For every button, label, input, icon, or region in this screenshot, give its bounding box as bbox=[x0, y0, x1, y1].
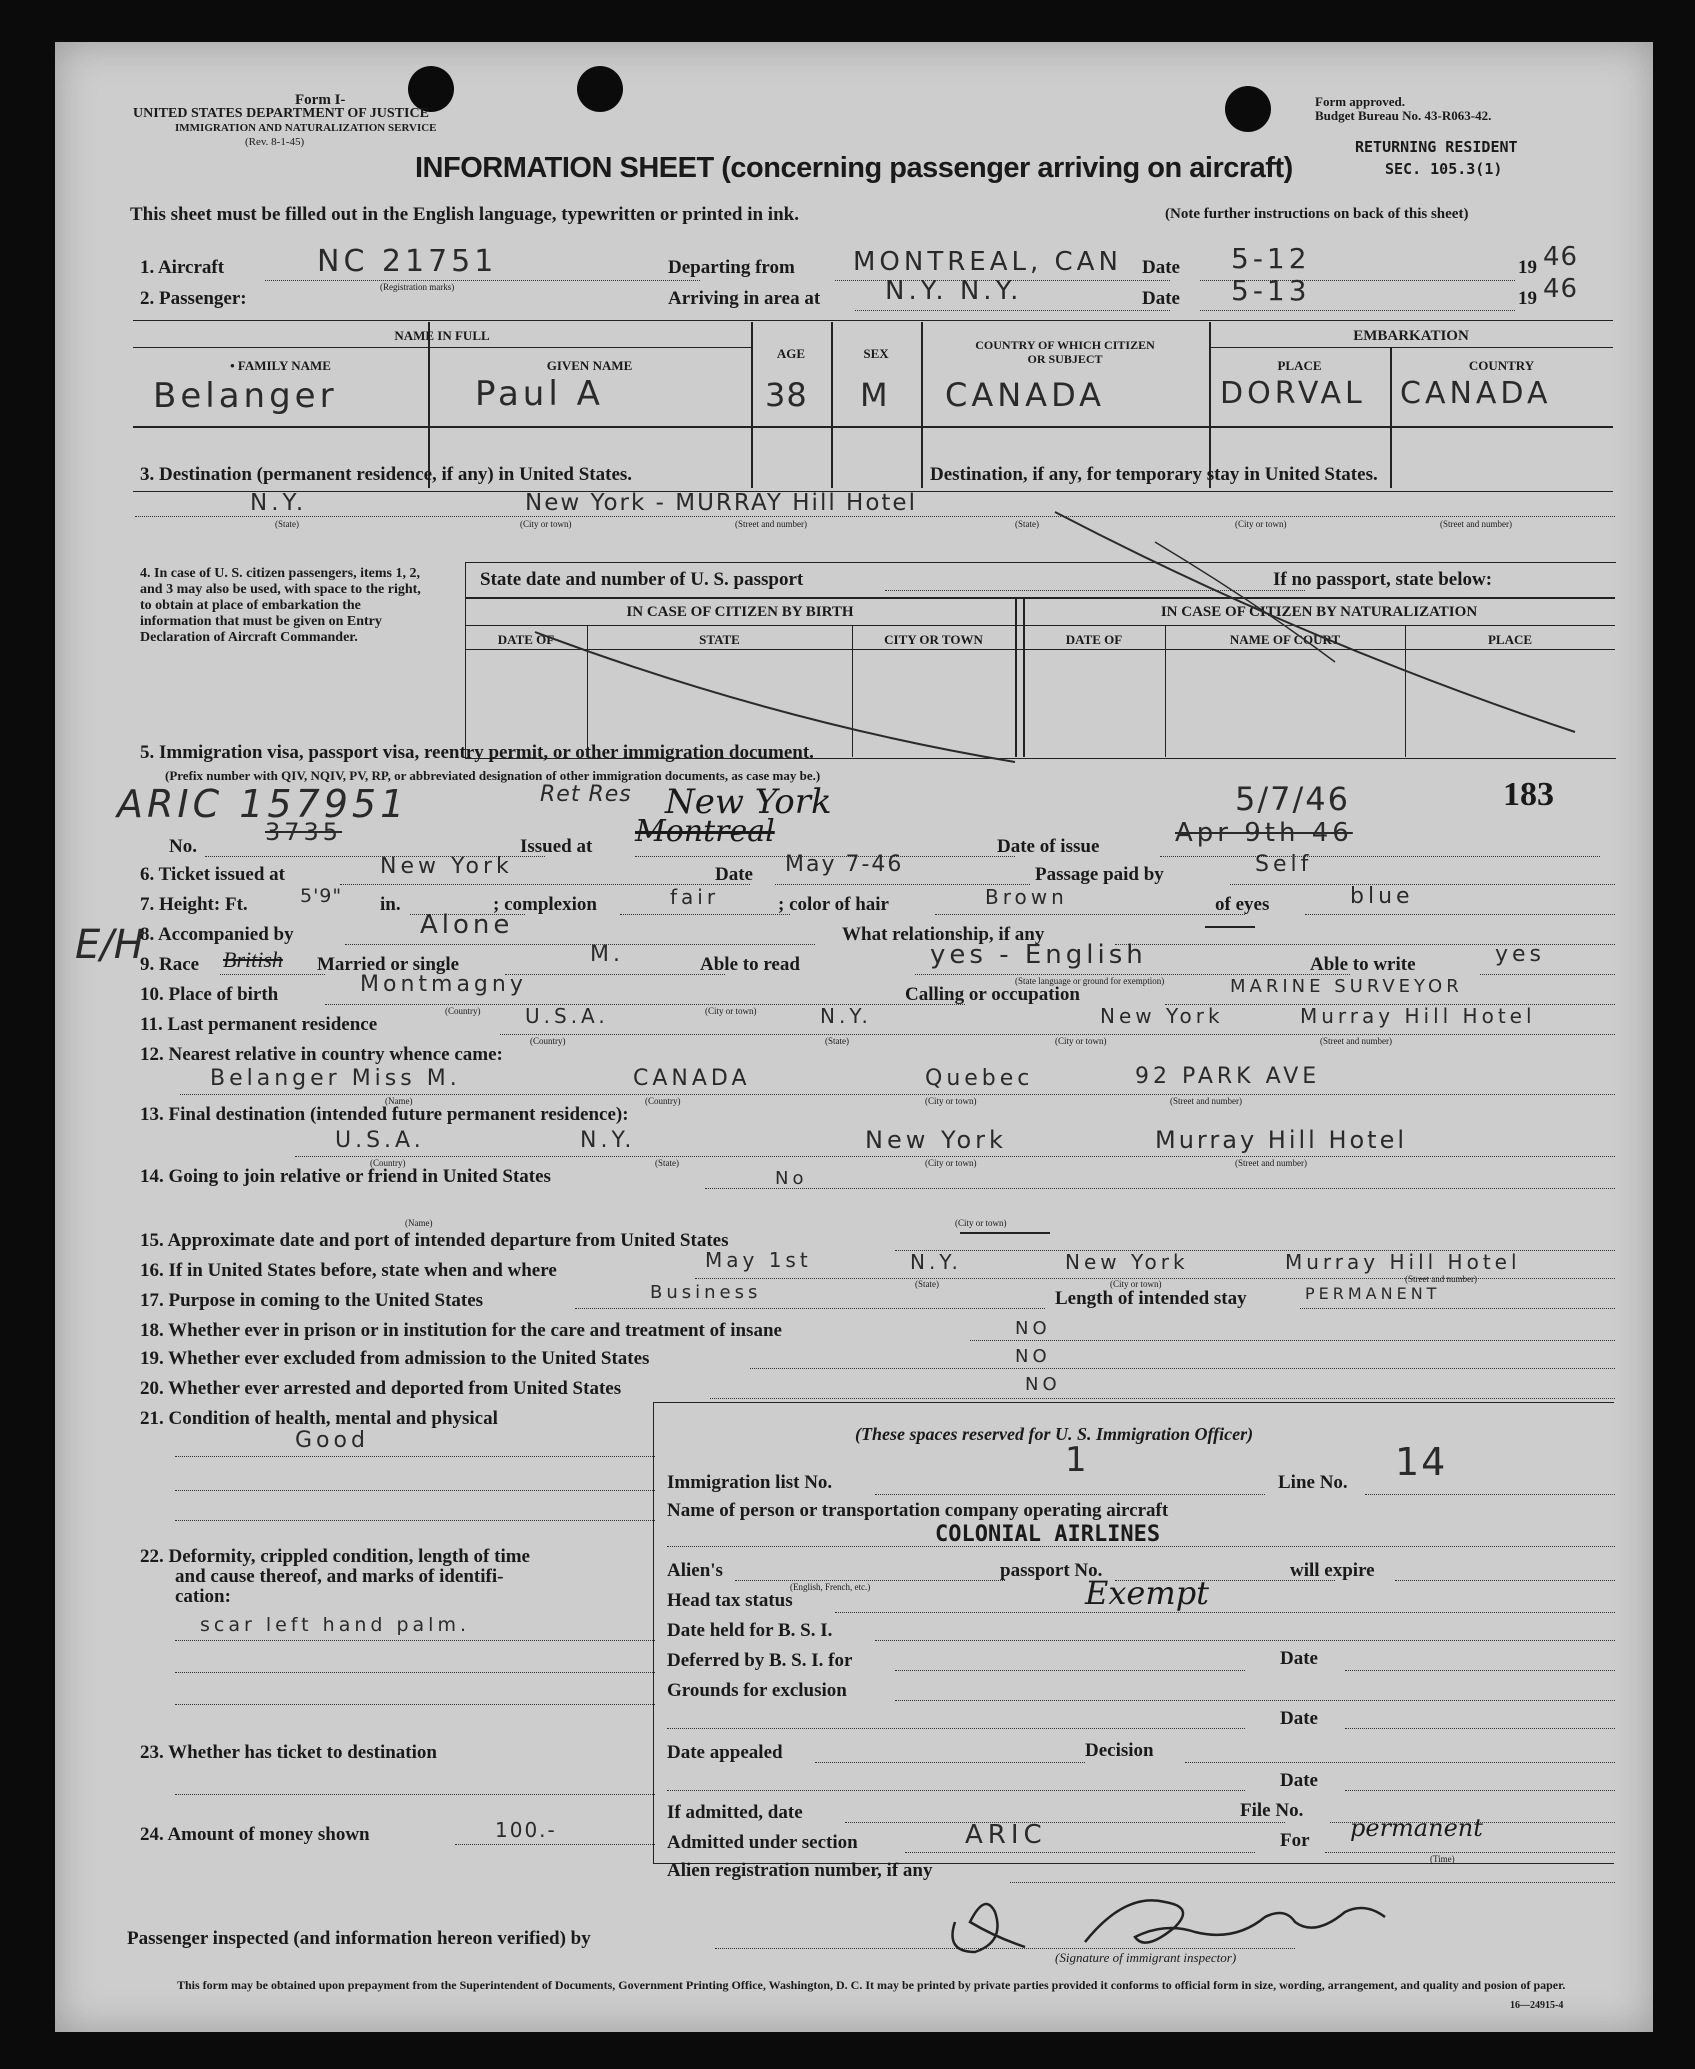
alien-reg-label: Alien registration number, if any bbox=[667, 1860, 933, 1881]
date-of-issue-label: Date of issue bbox=[997, 836, 1100, 857]
accompanied-value: Alone bbox=[420, 910, 514, 940]
excluded-value: NO bbox=[1015, 1346, 1051, 1367]
departing-value: MONTREAL, CAN bbox=[853, 247, 1122, 277]
last-street-sub: (Street and number) bbox=[1320, 1036, 1392, 1046]
date-label-2: Date bbox=[1142, 288, 1180, 309]
relative-name: Belanger Miss M. bbox=[210, 1066, 461, 1091]
head-tax-value: Exempt bbox=[1085, 1574, 1210, 1612]
document-note: Ret Res bbox=[540, 782, 632, 807]
country-header-2: OR SUBJECT bbox=[1027, 352, 1103, 366]
list-label: Immigration list No. bbox=[667, 1472, 833, 1493]
form-code: 16—24915-4 bbox=[1510, 2000, 1564, 2011]
nat-place-header: PLACE bbox=[1487, 632, 1533, 647]
destination-label: 3. Destination (permanent residence, if any) in United States. bbox=[140, 464, 633, 485]
birth-value: Montmagny bbox=[360, 972, 527, 997]
money-label: 24. Amount of money shown bbox=[140, 1824, 370, 1845]
deferred-date-label: Date bbox=[1280, 1648, 1318, 1669]
appealed-label: Date appealed bbox=[667, 1742, 783, 1763]
aliens-label: Alien's bbox=[667, 1560, 723, 1581]
last-state-sub: (State) bbox=[825, 1036, 849, 1046]
birth-date-header: DATE OF bbox=[497, 632, 555, 647]
sex-value: M bbox=[860, 376, 892, 414]
year-prefix-1: 19 bbox=[1518, 257, 1537, 278]
join-name-sub: (Name) bbox=[405, 1218, 433, 1228]
departure-label: 15. Approximate date and port of intended departure from United States bbox=[140, 1230, 729, 1251]
given-name-value: Paul A bbox=[475, 374, 604, 414]
final-street: Murray Hill Hotel bbox=[1155, 1126, 1408, 1154]
deported-value: NO bbox=[1025, 1374, 1061, 1395]
final-destination-label: 13. Final destination (intended future permanent residence): bbox=[140, 1104, 629, 1125]
citizen-birth-header: IN CASE OF CITIZEN BY BIRTH bbox=[626, 604, 854, 620]
admitted-date-label: If admitted, date bbox=[667, 1802, 803, 1823]
relative-city-sub: (City or town) bbox=[925, 1096, 977, 1106]
birth-state-header: STATE bbox=[699, 632, 740, 647]
written-date: 5/7/46 bbox=[1235, 780, 1350, 818]
last-country-sub: (Country) bbox=[530, 1036, 566, 1046]
issued-at-value: Montreal bbox=[635, 814, 775, 849]
deported-label: 20. Whether ever arrested and deported from United States bbox=[140, 1378, 622, 1399]
date-1: 5-12 bbox=[1231, 242, 1311, 275]
relative-street: 92 PARK AVE bbox=[1135, 1064, 1321, 1089]
grounds-label: Grounds for exclusion bbox=[667, 1680, 847, 1701]
height-label: 7. Height: Ft. bbox=[140, 894, 248, 915]
relative-country: CANADA bbox=[633, 1066, 751, 1091]
read-label: Able to read bbox=[700, 954, 800, 975]
health-value: Good bbox=[295, 1428, 369, 1453]
head-tax-label: Head tax status bbox=[667, 1590, 793, 1611]
before-label: 16. If in United States before, state when and where bbox=[140, 1260, 557, 1281]
form-id: Form I- bbox=[295, 92, 346, 108]
join-relative-value: No bbox=[775, 1168, 808, 1189]
eyes-value: blue bbox=[1350, 884, 1414, 909]
accompanied-label: 8. Accompanied by bbox=[140, 924, 294, 945]
embark-place-value: DORVAL bbox=[1220, 376, 1366, 411]
purpose-label: 17. Purpose in coming to the United States bbox=[140, 1290, 484, 1311]
married-value: M. bbox=[590, 942, 624, 967]
temp-city-sub: (City or town) bbox=[1235, 519, 1287, 529]
year-prefix-2: 19 bbox=[1518, 288, 1537, 309]
stay-value: PERMANENT bbox=[1305, 1284, 1441, 1303]
destination-state: N.Y. bbox=[250, 490, 308, 516]
citizen-nat-header: IN CASE OF CITIZEN BY NATURALIZATION bbox=[1160, 604, 1478, 620]
given-name-header: GIVEN NAME bbox=[546, 358, 633, 373]
last-city-sub: (City or town) bbox=[1055, 1036, 1107, 1046]
for-value: permanent bbox=[1350, 1814, 1483, 1842]
departing-label: Departing from bbox=[668, 257, 795, 278]
decision-date-label: Date bbox=[1280, 1770, 1318, 1791]
calling-value: MARINE SURVEYOR bbox=[1230, 976, 1463, 997]
complexion-value: fair bbox=[670, 885, 720, 909]
line-label: Line No. bbox=[1278, 1472, 1348, 1493]
budget-bureau: Budget Bureau No. 43-R063-42. bbox=[1315, 108, 1492, 123]
doc-number: 3735 bbox=[265, 818, 343, 846]
destination-city-street: New York - MURRAY Hill Hotel bbox=[525, 490, 917, 516]
ticket-date-label: Date bbox=[715, 864, 753, 885]
no-passport-label: If no passport, state below: bbox=[1273, 569, 1493, 590]
before-when: May 1st bbox=[705, 1248, 812, 1272]
sex-header: SEX bbox=[863, 346, 889, 361]
last-residence-city: New York bbox=[1100, 1004, 1224, 1028]
section4-note: 4. In case of U. S. citizen passengers, items 1, 2, and 3 may also be used, with space to the right, to obtain at place of embarkation the information that must be given on Entry Declaration of Aircraft Commander. bbox=[140, 566, 421, 645]
nat-date-header: DATE OF bbox=[1065, 632, 1123, 647]
approval-line: Form approved. bbox=[1315, 94, 1406, 109]
birth-city-header: CITY OR TOWN bbox=[884, 632, 983, 647]
passport-label: State date and number of U. S. passport bbox=[480, 569, 804, 590]
line-value: 14 bbox=[1395, 1440, 1448, 1484]
prison-value: NO bbox=[1015, 1318, 1051, 1339]
for-label: For bbox=[1280, 1830, 1310, 1851]
registration-sublabel: (Registration marks) bbox=[380, 282, 455, 292]
country2-header: COUNTRY bbox=[1468, 358, 1535, 373]
race-value: British bbox=[223, 947, 283, 972]
date-held-label: Date held for B. S. I. bbox=[667, 1620, 833, 1641]
money-value: 100.- bbox=[495, 1818, 557, 1842]
arriving-label: Arriving in area at bbox=[668, 288, 821, 309]
read-sublabel: (State language or ground for exemption) bbox=[1015, 976, 1165, 986]
section-stamp: SEC. 105.3(1) bbox=[1385, 160, 1503, 178]
year-2: 46 bbox=[1543, 274, 1579, 304]
date-label-1: Date bbox=[1142, 257, 1180, 278]
expire-label: will expire bbox=[1290, 1560, 1375, 1581]
dest-city-sub: (City or town) bbox=[520, 519, 572, 529]
instruction-text: This sheet must be filled out in the English language, typewritten or printed in ink. bbox=[130, 204, 799, 225]
ticket-label: 6. Ticket issued at bbox=[140, 864, 285, 885]
embarkation-header: EMBARKATION bbox=[1353, 328, 1469, 344]
relative-label: 12. Nearest relative in country whence came: bbox=[140, 1044, 503, 1065]
married-label: Married or single bbox=[317, 954, 460, 975]
stay-label: Length of intended stay bbox=[1055, 1288, 1247, 1309]
officer-heading: (These spaces reserved for U. S. Immigration Officer) bbox=[855, 1424, 1254, 1444]
service-name: IMMIGRATION AND NATURALIZATION SERVICE bbox=[175, 122, 437, 134]
grounds-date-label: Date bbox=[1280, 1708, 1318, 1729]
section-label: Admitted under section bbox=[667, 1832, 858, 1853]
before-street-sub: (Street and number) bbox=[1405, 1274, 1477, 1284]
deformity-value: scar left hand palm. bbox=[200, 1614, 471, 1636]
final-state-sub: (State) bbox=[655, 1158, 679, 1168]
temp-street-sub: (Street and number) bbox=[1440, 519, 1512, 529]
file-no-label: File No. bbox=[1240, 1800, 1304, 1821]
returning-resident-stamp: RETURNING RESIDENT bbox=[1355, 138, 1518, 156]
birth-city-sub: (City or town) bbox=[705, 1006, 757, 1016]
before-state-sub: (State) bbox=[915, 1279, 939, 1289]
arriving-value: N.Y. N.Y. bbox=[885, 276, 1023, 306]
write-value: yes bbox=[1495, 942, 1546, 967]
company-value: COLONIAL AIRLINES bbox=[935, 1522, 1161, 1547]
complexion-label: ; complexion bbox=[493, 894, 597, 915]
health-label: 21. Condition of health, mental and physical bbox=[140, 1408, 498, 1429]
read-value: yes - English bbox=[930, 940, 1147, 970]
embark-country-value: CANADA bbox=[1400, 376, 1552, 411]
signature-sublabel: (Signature of immigrant inspector) bbox=[1055, 1950, 1237, 1965]
paid-by-label: Passage paid by bbox=[1035, 864, 1164, 885]
aircraft-value: NC 21751 bbox=[317, 244, 498, 279]
form-sheet bbox=[55, 42, 1653, 2032]
page-title: INFORMATION SHEET (concerning passenger arriving on aircraft) bbox=[415, 152, 1293, 184]
inches-label: in. bbox=[380, 894, 401, 915]
margin-note: E/H bbox=[75, 922, 144, 968]
note-text: (Note further instructions on back of this sheet) bbox=[1165, 206, 1469, 222]
birth-label: 10. Place of birth bbox=[140, 984, 279, 1005]
decision-label: Decision bbox=[1085, 1740, 1154, 1761]
aircraft-label: 1. Aircraft bbox=[140, 257, 225, 278]
before-street: Murray Hill Hotel bbox=[1285, 1250, 1521, 1274]
deformity-label-2: and cause thereof, and marks of identifi- bbox=[175, 1566, 504, 1587]
relative-country-sub: (Country) bbox=[645, 1096, 681, 1106]
join-city-sub: (City or town) bbox=[955, 1218, 1007, 1228]
final-state: N.Y. bbox=[580, 1128, 636, 1153]
ticket-date: May 7-46 bbox=[785, 852, 904, 877]
name-in-full-header: NAME IN FULL bbox=[394, 328, 490, 343]
date-2: 5-13 bbox=[1231, 274, 1311, 307]
deformity-label-3: cation: bbox=[175, 1586, 231, 1607]
year-1: 46 bbox=[1543, 242, 1579, 272]
ticket-issued-at: New York bbox=[380, 854, 513, 879]
final-street-sub: (Street and number) bbox=[1235, 1158, 1307, 1168]
date-of-issue-value: Apr 9th 46 bbox=[1175, 818, 1353, 848]
dest-street-sub: (Street and number) bbox=[735, 519, 807, 529]
dest-state-sub: (State) bbox=[275, 519, 299, 529]
issued-at-label: Issued at bbox=[520, 836, 593, 857]
aliens-sublabel: (English, French, etc.) bbox=[790, 1582, 871, 1592]
before-state: N.Y. bbox=[910, 1250, 962, 1274]
document-city: New York bbox=[665, 782, 832, 822]
purpose-value: Business bbox=[650, 1282, 762, 1303]
final-city: New York bbox=[865, 1126, 1007, 1154]
section-value: ARIC bbox=[965, 1820, 1047, 1850]
page-number: 183 bbox=[1503, 776, 1554, 813]
temp-state-sub: (State) bbox=[1015, 519, 1039, 529]
temp-destination-label: Destination, if any, for temporary stay in United States. bbox=[930, 464, 1378, 485]
birth-country-sub: (Country) bbox=[445, 1006, 481, 1016]
final-city-sub: (City or town) bbox=[925, 1158, 977, 1168]
company-label: Name of person or transportation company operating aircraft bbox=[667, 1500, 1169, 1521]
citizenship-value: CANADA bbox=[945, 376, 1106, 414]
passenger-label: 2. Passenger: bbox=[140, 288, 247, 309]
country-header-1: COUNTRY OF WHICH CITIZEN bbox=[975, 338, 1155, 352]
hair-value: Brown bbox=[985, 885, 1068, 909]
footer-notice: This form may be obtained upon prepayment from the Superintendent of Documents, Government Printing Office, Washington, D. C. It may be printed by private parties provided it conforms to official form in size, wording, arrangement, and quality and posion of paper. bbox=[177, 1978, 1566, 1992]
paid-by-value: Self bbox=[1255, 852, 1313, 877]
family-name-header: • FAMILY NAME bbox=[230, 358, 331, 373]
race-label: 9. Race bbox=[140, 954, 200, 975]
last-residence-country: U.S.A. bbox=[525, 1004, 609, 1028]
place-header: PLACE bbox=[1277, 358, 1322, 373]
relationship-label: What relationship, if any bbox=[842, 924, 1045, 945]
deformity-label-1: 22. Deformity, crippled condition, length of time bbox=[140, 1546, 530, 1567]
excluded-label: 19. Whether ever excluded from admission to the United States bbox=[140, 1348, 650, 1369]
age-header: AGE bbox=[776, 346, 806, 361]
family-name-value: Belanger bbox=[153, 376, 338, 416]
hair-label: ; color of hair bbox=[778, 894, 889, 915]
passport-no-label: passport No. bbox=[1000, 1560, 1103, 1581]
department-name: UNITED STATES DEPARTMENT OF JUSTICE bbox=[133, 106, 429, 121]
write-label: Able to write bbox=[1310, 954, 1416, 975]
final-country-sub: (Country) bbox=[370, 1158, 406, 1168]
height-value: 5'9" bbox=[300, 885, 343, 907]
before-city: New York bbox=[1065, 1250, 1189, 1274]
last-residence-street: Murray Hill Hotel bbox=[1300, 1004, 1536, 1028]
before-city-sub: (City or town) bbox=[1110, 1279, 1162, 1289]
list-value: 1 bbox=[1065, 1440, 1091, 1480]
relative-city: Quebec bbox=[925, 1066, 1034, 1091]
prison-label: 18. Whether ever in prison or in institution for the care and treatment of insane bbox=[140, 1320, 782, 1341]
immigration-document: ARIC 157951 bbox=[117, 782, 409, 826]
deferred-label: Deferred by B. S. I. for bbox=[667, 1650, 853, 1671]
relative-street-sub: (Street and number) bbox=[1170, 1096, 1242, 1106]
revision-date: (Rev. 8-1-45) bbox=[245, 136, 305, 148]
nat-court-header: NAME OF COURT bbox=[1229, 632, 1341, 647]
time-sublabel: (Time) bbox=[1430, 1854, 1455, 1864]
inspected-label: Passenger inspected (and information hereon verified) by bbox=[127, 1928, 591, 1949]
last-residence-state: N.Y. bbox=[820, 1004, 872, 1028]
age-value: 38 bbox=[765, 376, 808, 414]
relative-name-sub: (Name) bbox=[385, 1096, 413, 1106]
final-country: U.S.A. bbox=[335, 1128, 425, 1153]
ticket-dest-label: 23. Whether has ticket to destination bbox=[140, 1742, 437, 1763]
section5-sublabel: (Prefix number with QIV, NQIV, PV, RP, or abbreviated designation of other immigration documents, as case may be.) bbox=[165, 768, 821, 783]
section5-label: 5. Immigration visa, passport visa, reentry permit, or other immigration document. bbox=[140, 742, 814, 763]
last-residence-label: 11. Last permanent residence bbox=[140, 1014, 378, 1035]
no-label: No. bbox=[169, 836, 197, 857]
join-relative-label: 14. Going to join relative or friend in United States bbox=[140, 1166, 551, 1187]
eyes-label: of eyes bbox=[1215, 894, 1270, 915]
calling-label: Calling or occupation bbox=[905, 984, 1080, 1005]
